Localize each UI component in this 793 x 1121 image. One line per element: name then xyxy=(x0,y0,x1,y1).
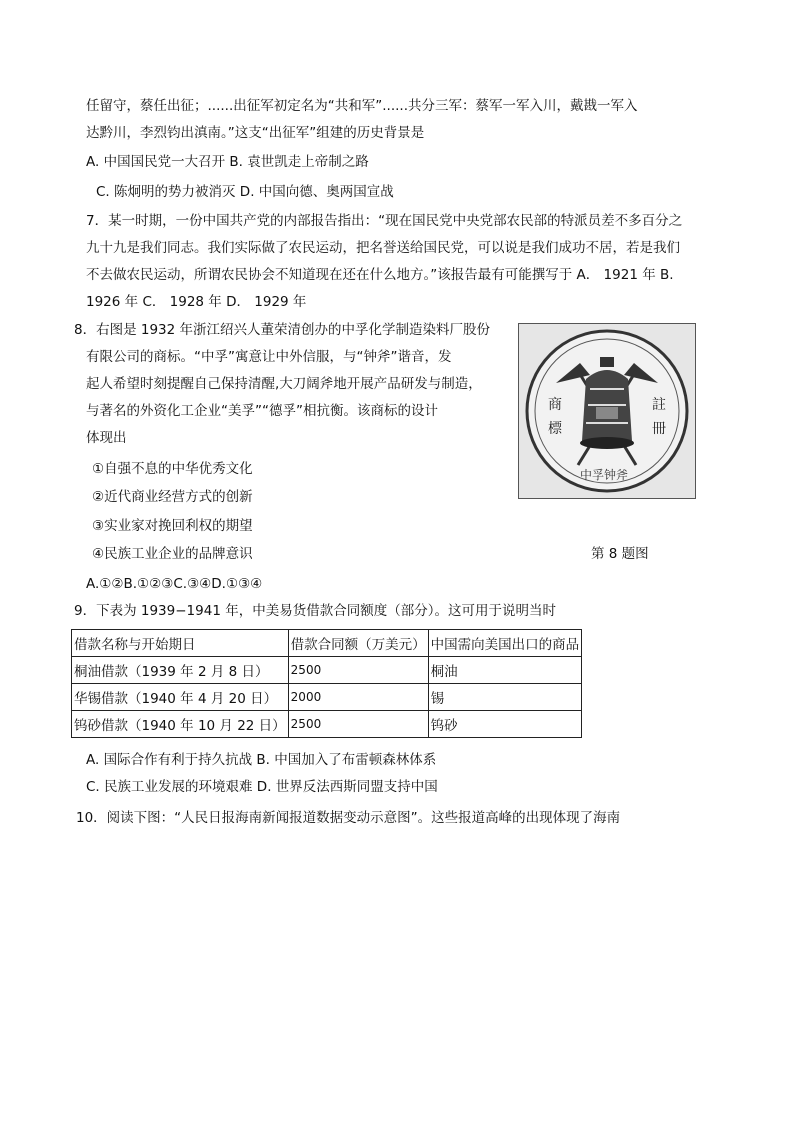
q6-text-line-2: 达黔川，李烈钧出滇南。”这支“出征军”组建的历史背景是 xyxy=(86,125,425,141)
trademark-image xyxy=(518,323,696,499)
q8-text-line-5: 体现出 xyxy=(86,430,127,446)
q8-item-4: ④民族工业企业的品牌意识 xyxy=(92,546,253,562)
table-cell: 桐油借款（1939 年 2 月 8 日） xyxy=(72,657,289,684)
q8-text-line-3: 起人希望时刻提醒自己保持清醒,大刀阔斧地开展产品研发与制造， xyxy=(86,376,482,392)
table-cell: 2500 xyxy=(288,711,428,738)
trademark-char-left-2: 標 xyxy=(548,421,562,437)
q9-options-ab: A. 国际合作有利于持久抗战 B. 中国加入了布雷顿森林体系 xyxy=(86,752,437,768)
table-row xyxy=(72,657,582,684)
q7-text-line-4: 1926 年 C． 1928 年 D． 1929 年 xyxy=(86,294,307,310)
table-row xyxy=(72,684,582,711)
table-header-row xyxy=(72,630,582,657)
table-cell: 锡 xyxy=(428,684,582,711)
table-row xyxy=(72,711,582,738)
table-cell: 桐油 xyxy=(428,657,582,684)
q10-text-line-1: 10．阅读下图：“人民日报海南新闻报道数据变动示意图”。这些报道高峰的出现体现了海南 xyxy=(76,810,621,826)
table-cell: 钨砂借款（1940 年 10 月 22 日） xyxy=(72,711,289,738)
q9-intro: 9．下表为 1939−1941 年，中美易货借款合同额度（部分）。这可用于说明当时 xyxy=(74,603,556,619)
q8-options: A.①②B.①②③C.③④D.①③④ xyxy=(86,576,263,592)
q6-options-cd: C. 陈炯明的势力被消灭 D. 中国向德、奥两国宣战 xyxy=(96,184,394,200)
table-cell: 华锡借款（1940 年 4 月 20 日） xyxy=(72,684,289,711)
q9-options-cd: C. 民族工业发展的环境艰难 D. 世界反法西斯同盟支持中国 xyxy=(86,779,438,795)
q8-text-line-2: 有限公司的商标。“中孚”寓意让中外信服，与“钟斧”谐音，发 xyxy=(86,349,452,365)
q7-text-line-2: 九十九是我们同志。我们实际做了农民运动，把名誉送给国民党，可以说是我们成功不居，若是我们 xyxy=(86,240,680,256)
table-cell: 钨砂 xyxy=(428,711,582,738)
q7-text-line-1: 7．某一时期，一份中国共产党的内部报告指出：“现在国民党中央党部农民部的特派员差不多百分之 xyxy=(86,213,683,229)
table-cell: 2500 xyxy=(288,657,428,684)
table-header-cell: 借款合同额（万美元） xyxy=(288,630,428,657)
table-cell: 2000 xyxy=(288,684,428,711)
q8-item-2: ②近代商业经营方式的创新 xyxy=(92,489,253,505)
q8-text-line-1: 8．右图是 1932 年浙江绍兴人董荣清创办的中孚化学制造染料厂股份 xyxy=(74,322,491,338)
q8-text-line-4: 与著名的外资化工企业“美孚”“德孚”相抗衡。该商标的设计 xyxy=(86,403,438,419)
q8-item-3: ③实业家对挽回利权的期望 xyxy=(92,518,253,534)
q8-figure-caption: 第 8 题图 xyxy=(591,546,649,562)
q7-text-line-3: 不去做农民运动，所谓农民协会不知道现在还在什么地方。”该报告最有可能撰写于 A． 1921 年 B. xyxy=(86,267,674,283)
bell-axe-trademark-icon xyxy=(518,323,696,499)
q9-loan-table xyxy=(71,629,582,738)
q6-text-line-1: 任留守，蔡任出征；......出征军初定名为“共和军”......共分三军：蔡军一军入川，戴戡一军入 xyxy=(86,98,638,114)
trademark-bottom-text: 中孚钟斧 xyxy=(580,468,629,482)
trademark-char-right-2: 冊 xyxy=(652,421,666,437)
q8-item-1: ①自强不息的中华优秀文化 xyxy=(92,461,253,477)
trademark-char-left-1: 商 xyxy=(548,397,562,413)
trademark-char-right-1: 註 xyxy=(652,397,666,413)
q6-options-ab: A. 中国国民党一大召开 B. 袁世凯走上帝制之路 xyxy=(86,154,369,170)
table-header-cell: 借款名称与开始期日 xyxy=(72,630,289,657)
table-header-cell: 中国需向美国出口的商品 xyxy=(428,630,582,657)
